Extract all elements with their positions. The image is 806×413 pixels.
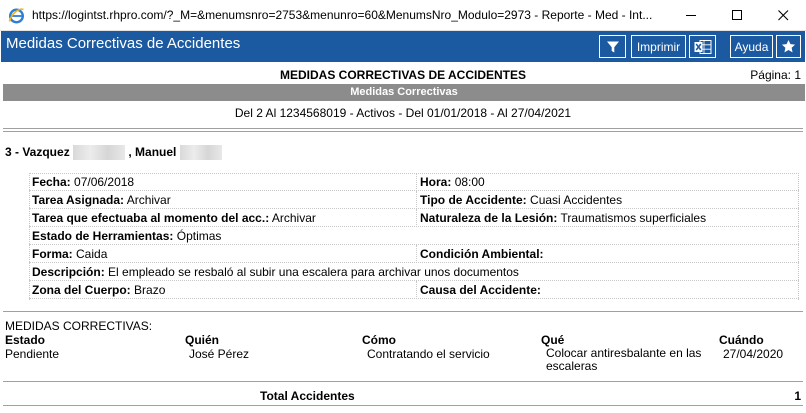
detail-row (29, 209, 799, 227)
total-label: Total Accidentes (260, 389, 355, 403)
naturaleza-label: Naturaleza de la Lesión: (420, 211, 558, 225)
naturaleza-value: Traumatismos superficiales (560, 211, 707, 225)
redacted-name (180, 145, 222, 160)
total-row (1, 389, 805, 403)
condicion-label: Condición Ambiental: (420, 247, 544, 261)
excel-icon (694, 39, 712, 55)
print-button[interactable]: Imprimir (631, 35, 686, 58)
divider (3, 131, 803, 132)
col-quien: Quién (185, 333, 220, 347)
divider (3, 405, 803, 406)
help-button[interactable]: Ayuda (730, 35, 773, 58)
minimize-button[interactable] (668, 0, 714, 31)
internet-explorer-icon (8, 7, 25, 24)
accident-details (29, 173, 799, 299)
fecha-value: 07/06/2018 (74, 175, 135, 189)
measures-heading: MEDIDAS CORRECTIVAS: (5, 319, 153, 333)
cell-como: Contratando el servicio (367, 347, 490, 361)
causa-label: Causa del Accidente: (420, 283, 541, 297)
hora-value: 08:00 (454, 175, 485, 189)
herramientas-label: Estado de Herramientas: (32, 229, 174, 243)
col-cuando: Cuándo (719, 333, 764, 347)
cell-quien: José Pérez (189, 347, 250, 361)
herramientas-value: Óptimas (176, 229, 222, 243)
forma-label: Forma: (32, 247, 73, 261)
tipo-accidente-label: Tipo de Accidente: (420, 193, 527, 207)
col-que: Qué (541, 333, 565, 347)
close-button[interactable] (760, 0, 806, 31)
divider (3, 128, 803, 129)
detail-row (29, 245, 799, 263)
cell-estado: Pendiente (5, 347, 60, 361)
tarea-accidente-label: Tarea que efectuaba al momento del acc.: (32, 211, 270, 225)
tarea-accidente-value: Archivar (271, 211, 316, 225)
zona-value: Brazo (134, 283, 166, 297)
detail-row (29, 281, 799, 299)
employee-heading (5, 145, 222, 160)
window-title-bar (0, 0, 806, 31)
page-number: Página: 1 (750, 68, 801, 82)
divider (3, 311, 803, 312)
col-estado: Estado (5, 333, 46, 347)
close-icon (778, 10, 789, 21)
hora-label: Hora: (420, 175, 452, 189)
redacted-surname (73, 145, 125, 160)
descripcion-value: El empleado se resbaló al subir una escalera para archivar unos documentos (108, 265, 519, 279)
maximize-icon (732, 10, 743, 21)
col-como: Cómo (362, 333, 396, 347)
tarea-asignada-value: Archivar (126, 193, 171, 207)
page-title: Medidas Correctivas de Accidentes (6, 35, 241, 52)
zona-label: Zona del Cuerpo: (32, 283, 131, 297)
measures-header-row (5, 333, 801, 347)
divider (3, 381, 803, 382)
detail-row (29, 173, 799, 191)
detail-row (29, 227, 799, 245)
detail-row (29, 191, 799, 209)
window-title: https://logintst.rhpro.com/?_M=&menumsnro=2753&menunro=60&MenumsNro_Modulo=2973 - Reporte - Med - Int... (32, 8, 653, 22)
table-row (5, 347, 801, 377)
favorite-button[interactable] (776, 35, 801, 58)
detail-row (29, 263, 799, 281)
filter-icon (606, 40, 620, 54)
excel-export-button[interactable] (689, 35, 716, 58)
filter-button[interactable] (599, 35, 626, 58)
fecha-label: Fecha: (32, 175, 71, 189)
cell-cuando: 27/04/2020 (723, 347, 784, 361)
maximize-button[interactable] (714, 0, 760, 31)
tarea-asignada-label: Tarea Asignada: (32, 193, 125, 207)
app-header (1, 31, 805, 62)
minimize-icon (686, 10, 697, 21)
star-icon (781, 39, 796, 54)
employee-name: , Manuel (128, 145, 177, 159)
descripcion-label: Descripción: (32, 265, 105, 279)
forma-value: Caida (76, 247, 108, 261)
report-band: Medidas Correctivas (3, 84, 805, 101)
report-body (1, 62, 805, 412)
report-title: MEDIDAS CORRECTIVAS DE ACCIDENTES (279, 68, 527, 82)
tipo-accidente-value: Cuasi Accidentes (530, 193, 623, 207)
total-value: 1 (794, 389, 801, 403)
employee-prefix: 3 - Vazquez (5, 145, 70, 159)
cell-que: Colocar antiresbalante en las escaleras (546, 346, 702, 373)
report-filter-range: Del 2 Al 1234568019 - Activos - Del 01/01/2018 - Al 27/04/2021 (234, 106, 572, 120)
